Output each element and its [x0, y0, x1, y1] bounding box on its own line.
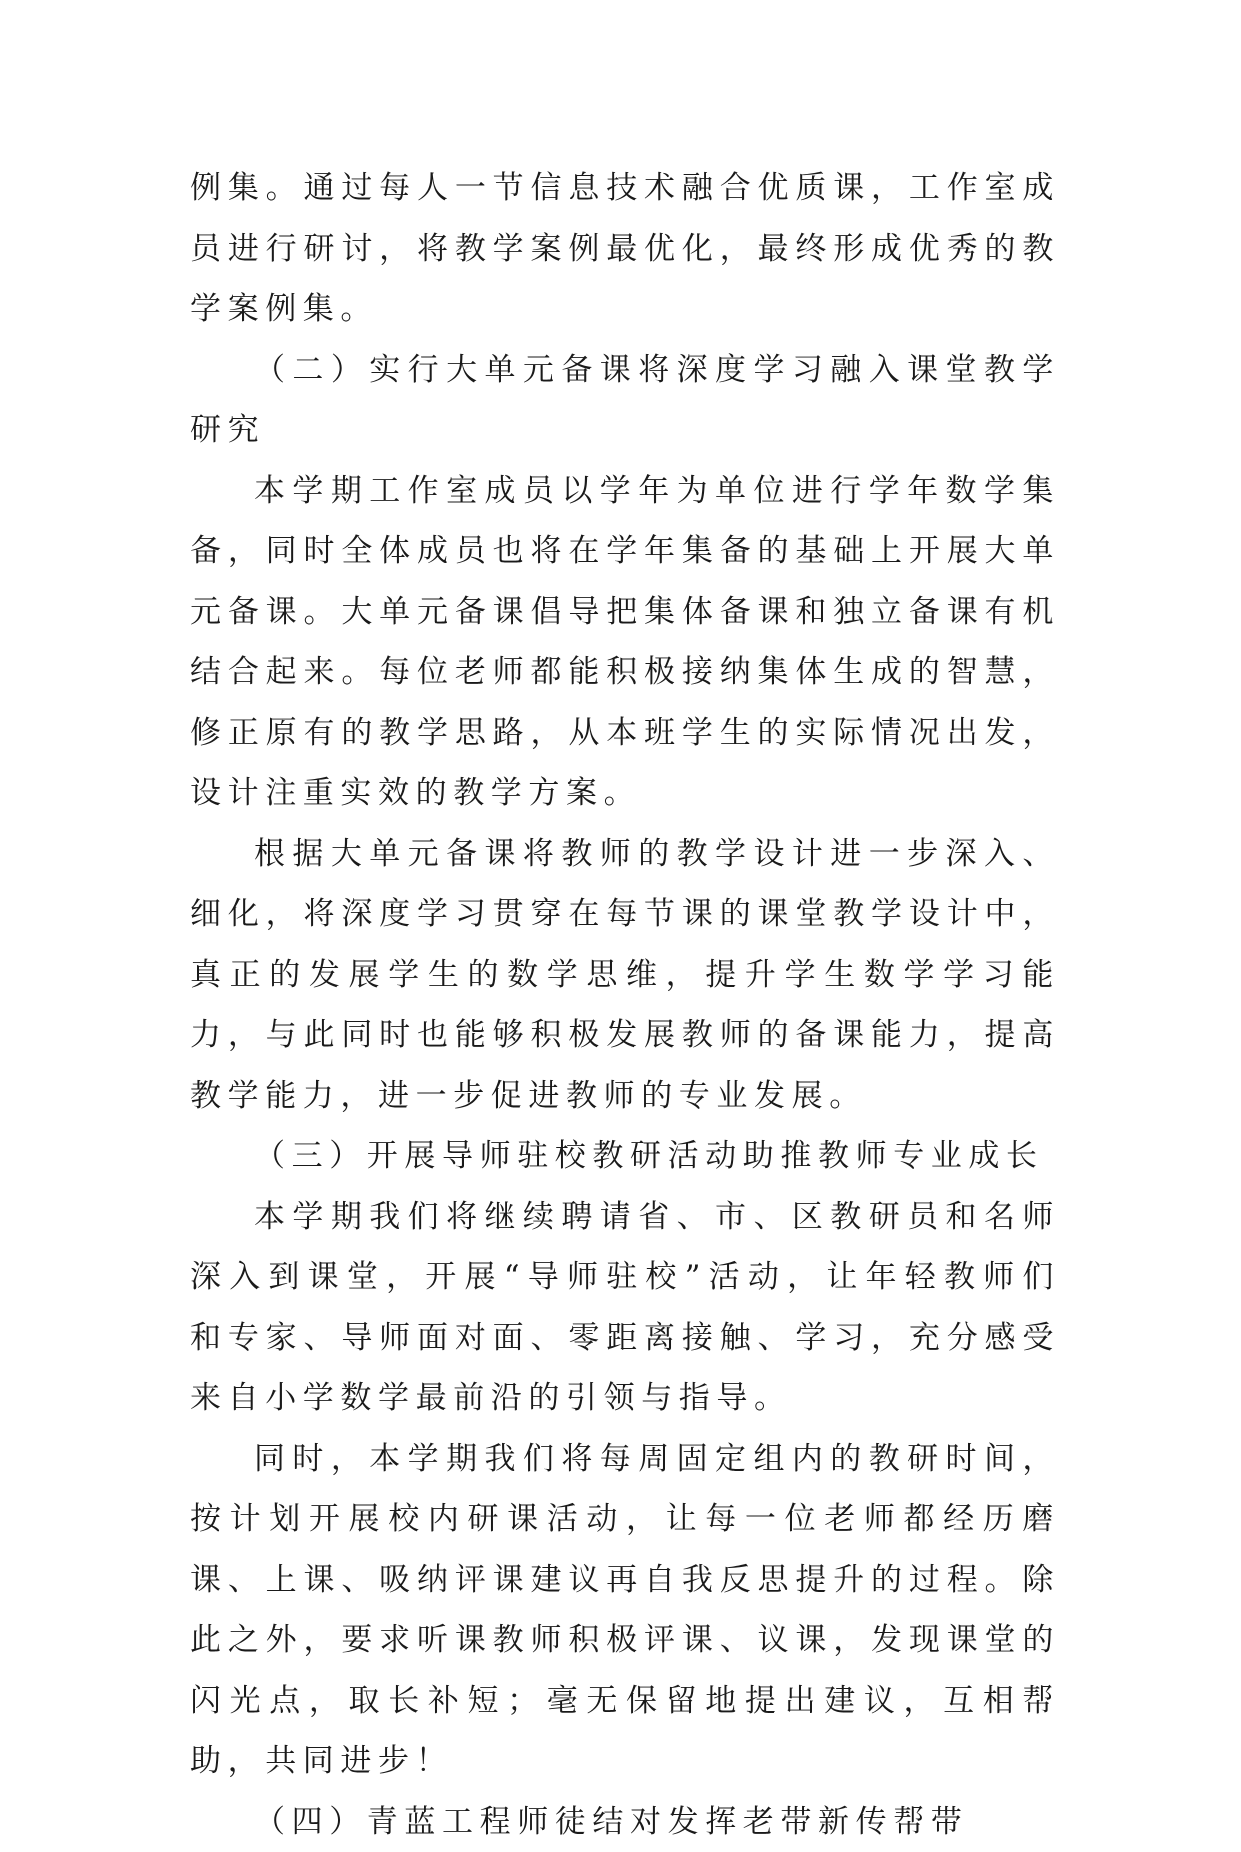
body-paragraph: 本学期我们将继续聘请省、市、区教研员和名师深入到课堂，开展“导师驻校”活动，让年轻教师们和专家、导师面对面、零距离接触、学习，充分感受来自小学数学最前沿的引领与指导。: [190, 1187, 1060, 1429]
section-heading-2: （二）实行大单元备课将深度学习融入课堂教学研究: [190, 340, 1060, 461]
body-paragraph: 根据大单元备课将教师的教学设计进一步深入、细化，将深度学习贯穿在每节课的课堂教学设计中，真正的发展学生的数学思维，提升学生数学学习能力，与此同时也能够积极发展教师的备课能力，提高教学能力，进一步促进教师的专业发展。: [190, 824, 1060, 1127]
body-paragraph: 本学期工作室成员以学年为单位进行学年数学集备，同时全体成员也将在学年集备的基础上开展大单元备课。大单元备课倡导把集体备课和独立备课有机结合起来。每位老师都能积极接纳集体生成的智慧，修正原有的教学思路，从本班学生的实际情况出发，设计注重实效的教学方案。: [190, 461, 1060, 824]
section-heading-4: （四）青蓝工程师徒结对发挥老带新传帮带: [190, 1792, 1060, 1852]
document-body: [190, 158, 1060, 1852]
body-paragraph-continued: 例集。通过每人一节信息技术融合优质课，工作室成员进行研讨，将教学案例最优化，最终形成优秀的教学案例集。: [190, 158, 1060, 340]
section-heading-3: （三）开展导师驻校教研活动助推教师专业成长: [190, 1126, 1060, 1187]
body-paragraph: 同时，本学期我们将每周固定组内的教研时间，按计划开展校内研课活动，让每一位老师都经历磨课、上课、吸纳评课建议再自我反思提升的过程。除此之外，要求听课教师积极评课、议课，发现课堂的闪光点，取长补短；毫无保留地提出建议，互相帮助，共同进步！: [190, 1429, 1060, 1792]
